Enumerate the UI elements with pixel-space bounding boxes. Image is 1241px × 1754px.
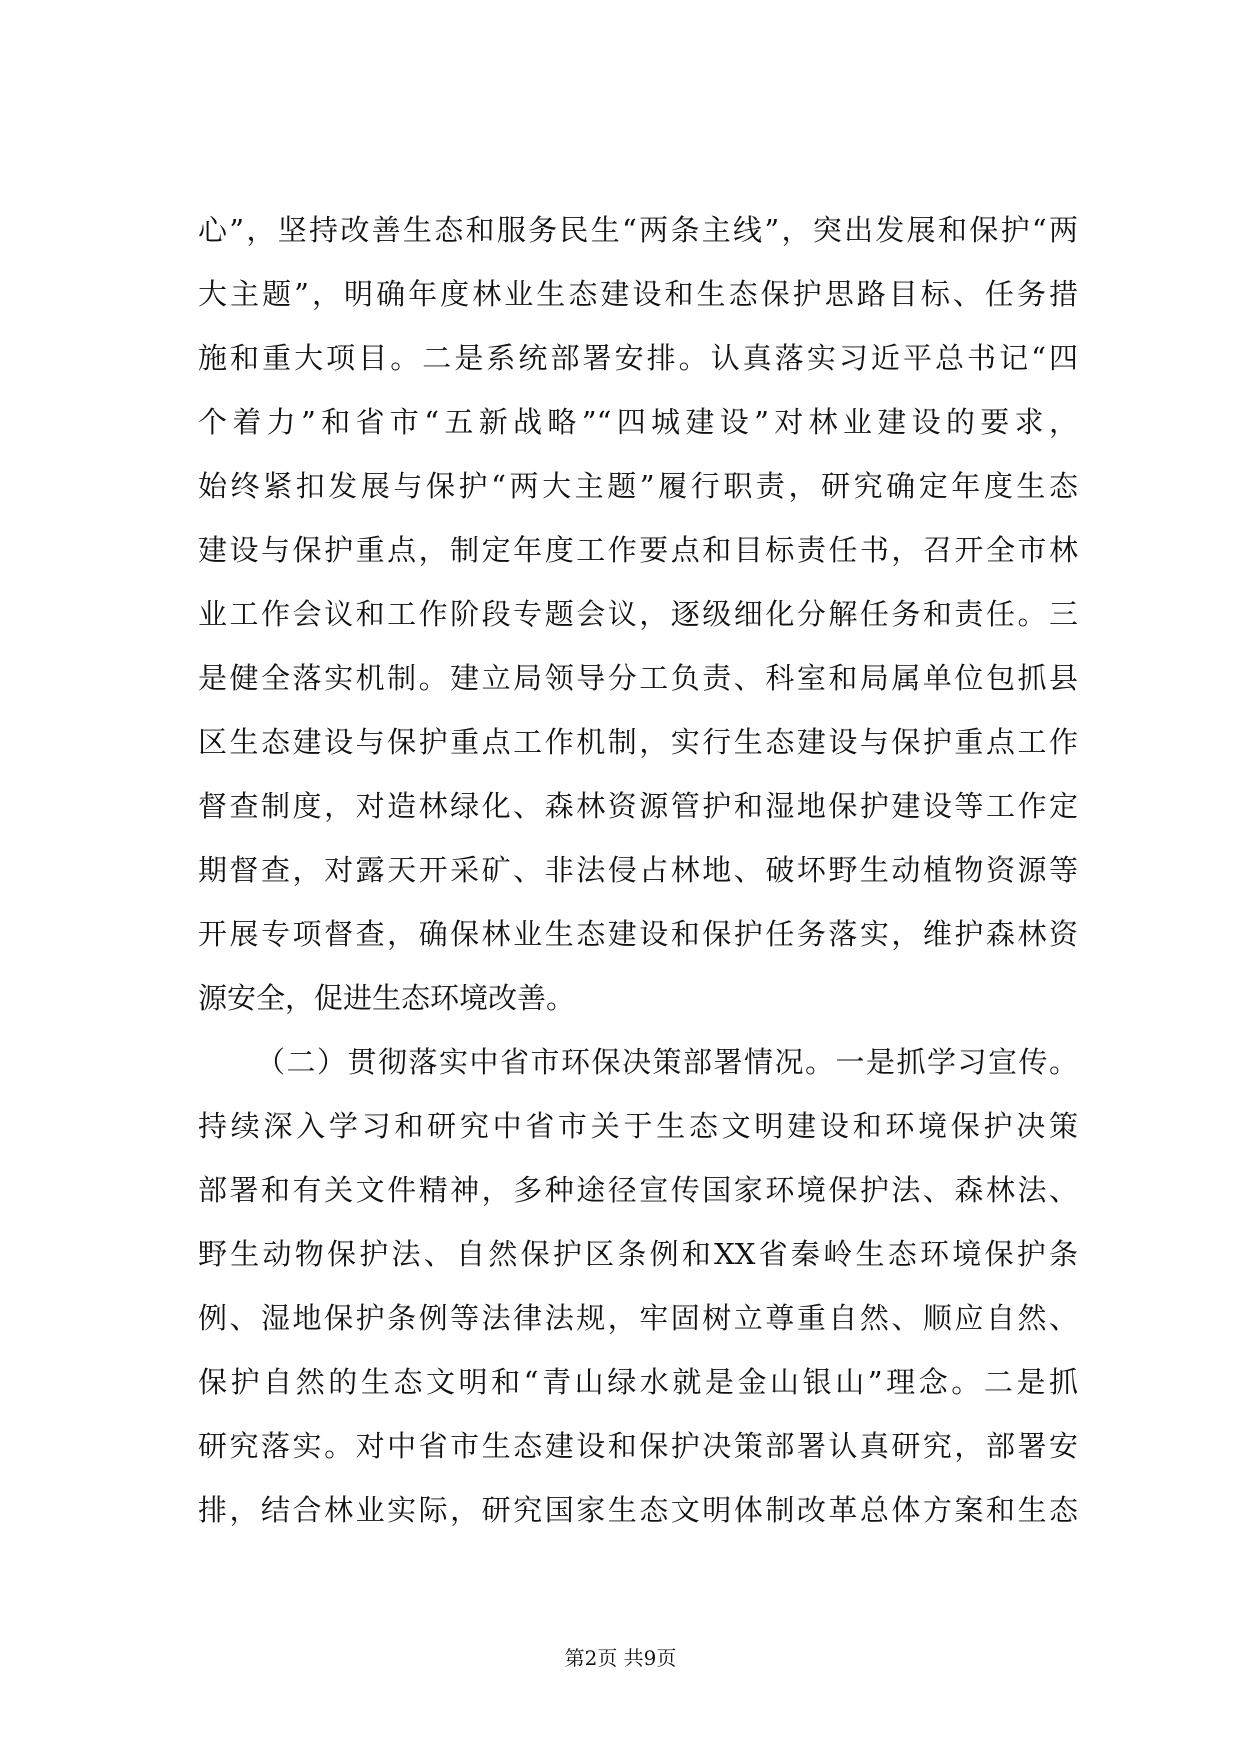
text-line: 研究落实。对中省市生态建设和保护决策部署认真研究，部署安 bbox=[198, 1429, 1078, 1463]
paragraph-2 bbox=[198, 1030, 1078, 1542]
text-line: 心”，坚持改善生态和服务民生“两条主线”，突出发展和保护“两 bbox=[198, 213, 1078, 247]
text-line: 督查制度，对造林绿化、森林资源管护和湿地保护建设等工作定 bbox=[198, 789, 1078, 823]
text-line: 野生动物保护法、自然保护区条例和XX省秦岭生态环境保护条 bbox=[198, 1237, 1078, 1271]
body-text bbox=[198, 198, 1078, 1542]
text-line: 部署和有关文件精神，多种途径宣传国家环境保护法、森林法、 bbox=[198, 1173, 1078, 1207]
text-line: 区生态建设与保护重点工作机制，实行生态建设与保护重点工作 bbox=[198, 725, 1078, 759]
text-line: 大主题”，明确年度林业生态建设和生态保护思路目标、任务措 bbox=[198, 277, 1078, 311]
text-line: 例、湿地保护条例等法律法规，牢固树立尊重自然、顺应自然、 bbox=[198, 1301, 1078, 1335]
text-line: 施和重大项目。二是系统部署安排。认真落实习近平总书记“四 bbox=[198, 341, 1078, 375]
text-line: （二）贯彻落实中省市环保决策部署情况。一是抓学习宣传。 bbox=[256, 1045, 1078, 1079]
text-line: 是健全落实机制。建立局领导分工负责、科室和局属单位包抓县 bbox=[198, 661, 1078, 695]
text-line: 源安全，促进生态环境改善。 bbox=[198, 981, 576, 1015]
paragraph-1 bbox=[198, 198, 1078, 1030]
text-line: 业工作会议和工作阶段专题会议，逐级细化分解任务和责任。三 bbox=[198, 597, 1078, 631]
text-line: 排，结合林业实际，研究国家生态文明体制改革总体方案和生态 bbox=[198, 1493, 1078, 1527]
text-line: 开展专项督查，确保林业生态建设和保护任务落实，维护森林资 bbox=[198, 917, 1078, 951]
text-line: 建设与保护重点，制定年度工作要点和目标责任书，召开全市林 bbox=[198, 533, 1078, 567]
text-line: 个着力”和省市“五新战略”“四城建设”对林业建设的要求， bbox=[198, 405, 1078, 439]
text-line: 期督查，对露天开采矿、非法侵占林地、破坏野生动植物资源等 bbox=[198, 853, 1078, 887]
text-line: 保护自然的生态文明和“青山绿水就是金山银山”理念。二是抓 bbox=[198, 1365, 1078, 1399]
text-line: 持续深入学习和研究中省市关于生态文明建设和环境保护决策 bbox=[198, 1109, 1078, 1143]
page-footer: 第2页 共9页 bbox=[564, 1646, 677, 1670]
text-line: 始终紧扣发展与保护“两大主题”履行职责，研究确定年度生态 bbox=[198, 469, 1078, 503]
